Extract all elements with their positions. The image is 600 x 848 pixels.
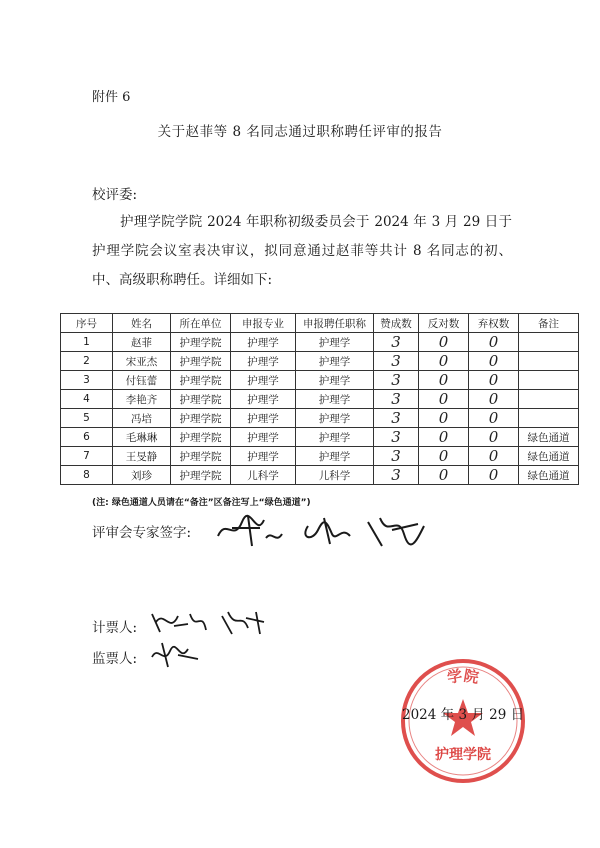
table-cell: 0 bbox=[469, 466, 519, 485]
table-cell: 护理学 bbox=[296, 352, 374, 371]
table-cell: 3 bbox=[374, 409, 419, 428]
table-cell: 0 bbox=[419, 447, 469, 466]
table-cell: 0 bbox=[469, 428, 519, 447]
table-cell: 护理学 bbox=[231, 447, 296, 466]
table-cell: 护理学院 bbox=[171, 371, 231, 390]
table-cell: 护理学 bbox=[231, 333, 296, 352]
body-paragraph: 护理学院学院 2024 年职称初级委员会于 2024 年 3 月 29 日于护理学院会议室表决审议，拟同意通过赵菲等共计 8 名同志的初、中、高级职称聘任。详细如下: bbox=[92, 214, 512, 288]
table-row bbox=[61, 428, 579, 447]
table-cell: 护理学 bbox=[296, 371, 374, 390]
table-cell: 2 bbox=[61, 352, 113, 371]
table-cell: 3 bbox=[374, 428, 419, 447]
header-cell: 序号 bbox=[61, 314, 113, 333]
table-cell: 护理学院 bbox=[171, 333, 231, 352]
table-cell: 8 bbox=[61, 466, 113, 485]
table-row bbox=[61, 447, 579, 466]
table-cell: 0 bbox=[469, 333, 519, 352]
table-cell: 儿科学 bbox=[231, 466, 296, 485]
table-cell: 赵菲 bbox=[113, 333, 171, 352]
header-cell: 姓名 bbox=[113, 314, 171, 333]
table-cell: 1 bbox=[61, 333, 113, 352]
table-cell: 7 bbox=[61, 447, 113, 466]
table-cell bbox=[519, 352, 579, 371]
vote-counter-label: 计票人: bbox=[92, 620, 138, 636]
table-cell: 护理学 bbox=[296, 390, 374, 409]
table-cell: 0 bbox=[419, 333, 469, 352]
table-cell: 护理学 bbox=[296, 333, 374, 352]
table-cell: 李艳齐 bbox=[113, 390, 171, 409]
table-cell: 0 bbox=[419, 390, 469, 409]
table-cell: 护理学 bbox=[231, 371, 296, 390]
table-cell: 0 bbox=[469, 352, 519, 371]
table-row bbox=[61, 371, 579, 390]
table-cell: 护理学 bbox=[296, 428, 374, 447]
table-row bbox=[61, 466, 579, 485]
table-cell: 护理学院 bbox=[171, 352, 231, 371]
document-title: 关于赵菲等 8 名同志通过职称聘任评审的报告 bbox=[157, 124, 443, 140]
table-cell: 0 bbox=[469, 371, 519, 390]
table-cell: 毛琳琳 bbox=[113, 428, 171, 447]
table-cell: 0 bbox=[419, 409, 469, 428]
header-cell: 所在单位 bbox=[171, 314, 231, 333]
table-cell: 0 bbox=[419, 352, 469, 371]
table-row bbox=[61, 409, 579, 428]
table-cell: 绿色通道 bbox=[519, 466, 579, 485]
table-cell: 0 bbox=[469, 447, 519, 466]
table-cell: 护理学 bbox=[231, 409, 296, 428]
table-row bbox=[61, 333, 579, 352]
table-cell: 5 bbox=[61, 409, 113, 428]
table-cell: 0 bbox=[469, 409, 519, 428]
table-cell bbox=[519, 409, 579, 428]
table-note: (注: 绿色通道人员请在“备注”区备注写上“绿色通道”) bbox=[92, 498, 311, 508]
table-cell: 护理学 bbox=[231, 390, 296, 409]
table-cell: 3 bbox=[374, 333, 419, 352]
table-cell: 6 bbox=[61, 428, 113, 447]
expert-signature-label: 评审会专家签字: bbox=[92, 525, 192, 541]
results-table bbox=[60, 313, 579, 485]
table-row bbox=[61, 352, 579, 371]
seal-bottom-text: 护理学院 bbox=[435, 747, 491, 763]
table-cell: 3 bbox=[374, 390, 419, 409]
table-cell: 0 bbox=[469, 390, 519, 409]
table-cell: 护理学院 bbox=[171, 409, 231, 428]
table-cell: 0 bbox=[419, 371, 469, 390]
table-cell: 护理学 bbox=[296, 447, 374, 466]
table-cell: 儿科学 bbox=[296, 466, 374, 485]
table-cell: 护理学院 bbox=[171, 390, 231, 409]
table-cell: 护理学 bbox=[231, 428, 296, 447]
header-cell: 备注 bbox=[519, 314, 579, 333]
table-cell bbox=[519, 333, 579, 352]
header-cell: 弃权数 bbox=[469, 314, 519, 333]
header-cell: 申报专业 bbox=[231, 314, 296, 333]
table-cell: 0 bbox=[419, 428, 469, 447]
table-cell bbox=[519, 390, 579, 409]
expert-signatures bbox=[212, 508, 442, 550]
header-cell: 反对数 bbox=[419, 314, 469, 333]
table-cell: 3 bbox=[374, 466, 419, 485]
table-cell: 4 bbox=[61, 390, 113, 409]
table-cell: 刘珍 bbox=[113, 466, 171, 485]
header-cell: 赞成数 bbox=[374, 314, 419, 333]
table-header-row bbox=[61, 314, 579, 333]
salutation: 校评委: bbox=[92, 187, 138, 203]
table-cell: 0 bbox=[419, 466, 469, 485]
vote-monitor-signature bbox=[148, 637, 208, 671]
annex-label: 附件 6 bbox=[92, 90, 131, 105]
svg-text:学院 bbox=[446, 667, 480, 687]
table-cell: 护理学院 bbox=[171, 447, 231, 466]
table-cell: 宋亚杰 bbox=[113, 352, 171, 371]
table-cell bbox=[519, 371, 579, 390]
table-cell: 3 bbox=[374, 447, 419, 466]
vote-counter-signatures bbox=[148, 604, 278, 638]
table-cell: 王旻静 bbox=[113, 447, 171, 466]
document-date: 2024 年 3 月 29 日 bbox=[402, 707, 525, 723]
table-cell: 护理学 bbox=[296, 409, 374, 428]
seal-top-text: 学院 bbox=[445, 666, 481, 687]
table-cell: 3 bbox=[61, 371, 113, 390]
table-cell: 冯培 bbox=[113, 409, 171, 428]
table-row bbox=[61, 390, 579, 409]
table-cell: 护理学 bbox=[231, 352, 296, 371]
vote-monitor-label: 监票人: bbox=[92, 651, 138, 667]
table-cell: 护理学院 bbox=[171, 466, 231, 485]
table-cell: 护理学院 bbox=[171, 428, 231, 447]
table-cell: 绿色通道 bbox=[519, 428, 579, 447]
header-cell: 申报聘任职称 bbox=[296, 314, 374, 333]
table-cell: 3 bbox=[374, 352, 419, 371]
table-cell: 绿色通道 bbox=[519, 447, 579, 466]
table-cell: 3 bbox=[374, 371, 419, 390]
table-cell: 付钰蕾 bbox=[113, 371, 171, 390]
